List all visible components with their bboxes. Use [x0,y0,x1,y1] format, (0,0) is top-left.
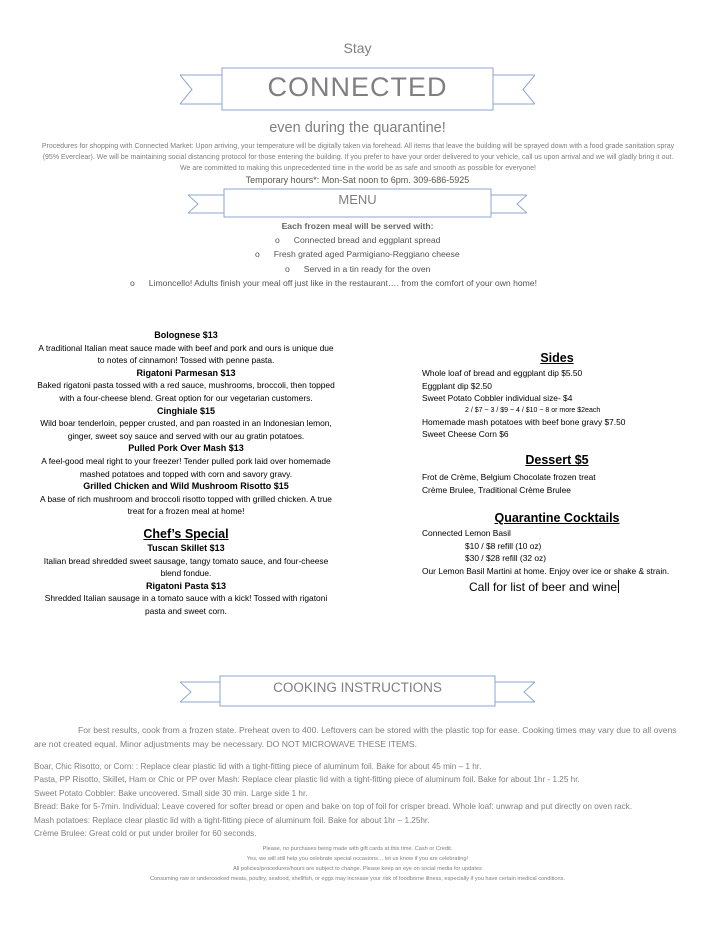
chefs-special-heading: Chef’s Special [143,526,229,541]
footer-line: Please, no purchases being made with gift cards at this time. Cash or Credit. [262,846,453,852]
dessert-heading: Dessert $5 [525,452,589,467]
menu-item-name: Rigatoni Parmesan $13 [136,367,236,378]
served-item-text: Fresh grated aged Parmigiano-Reggiano cheese [273,249,460,259]
cooking-line: Bread: Bake for 5-7min. Individual: Leave covered for softer bread or open and bake on top of foil for crisper bread. Whole loaf: unwrap and put directly on oven rack. [34,802,633,812]
footer-line: Consuming raw or undercooked meats, poultry, seafood, shellfish, or eggs may increase your risk of foodborne illness, especially if you have certain medical conditions. [150,876,565,882]
footer [0,844,715,884]
sides-line: Whole loaf of bread and eggplant dip $5.50 [422,368,583,378]
menu-item-name: Rigatoni Pasta $13 [145,580,227,591]
menu-item-desc: Shredded Italian sausage in a tomato sauce with a kick! Tossed with rigatoni pasta and sweet corn. [44,593,328,616]
sides-line: Homemade mash potatoes with beef bone gravy $7.50 [422,416,626,427]
menu-item-desc: Baked rigatoni pasta tossed with a red sauce, mushrooms, broccoli, then topped with a four-cheese blend. Great option for our vegetarian customers. [37,380,335,403]
menu-item [36,580,336,618]
cobbler-pricing: 2 / $7 ~ 3 / $9 ~ 4 / $10 ~ 8 or more $2each [465,406,601,414]
served-item-text: Connected bread and eggplant spread [293,235,441,245]
stay-text: Stay [343,40,372,56]
cooking-title: COOKING INSTRUCTIONS [273,680,442,695]
menu-item-desc: A traditional Italian meat sauce made with beef and pork and ours is unique due to notes of cinnamon! Tossed with penne pasta. [38,342,334,366]
hours-text: Temporary hours*: Mon-Sat noon to 6pm. 309-686-5925 [245,175,470,185]
entrees-column [36,329,336,617]
served-with-heading: Each frozen meal will be served with: [281,221,434,231]
served-item [255,249,460,259]
bullet-marker: o [255,249,260,259]
menu-item-name: Pulled Pork Over Mash $13 [128,443,244,454]
menu-item [36,405,336,443]
cooking-line: Crème Brulee: Great cold or put under broiler for 60 seconds. [34,829,257,839]
menu-item-desc: A feel-good meal right to your freezer! Tender pulled pork laid over homemade mashed potatoes and topped with corn and savory gravy. [41,455,331,479]
text-cursor [618,580,619,593]
served-item [275,235,440,245]
cooking-banner [180,675,535,707]
sides-column [422,350,692,595]
sides-line: Eggplant dip $2.50 [422,380,492,391]
procedures-text: Procedures for shopping with Connected Market: Upon arriving, your temperature will be digitally taken via forehead. All items that leave the building will be sprayed down with a food grade sanitation spray (95% Everclear). We will be maintaining social distancing protocol for those entering the building. If you prefer to have your order delivered to your vehicle, call us upon arrival and we will gladly bring it out. We are committed to making this unprecedented time in the world be as safe and smooth as possible for everyone! [41,143,675,172]
menu-item-desc: A base of rich mushroom and broccoli risotto topped with grilled chicken. A true treat for a frozen meal at home! [40,493,332,517]
sides-line: Sweet Potato Cobbler individual size- $4 [422,393,573,404]
bullet-marker: o [285,264,290,274]
footer-line: All policies/procedures/hours are subject to change. Please keep an eye on social media for updates [233,866,482,872]
menu-item-name: Bolognese $13 [154,330,218,340]
connected-banner [180,66,535,112]
menu-item-desc: Italian bread shredded sweet sausage, tangy tomato sauce, and four-cheese blend fondue. [43,555,329,579]
menu-item [36,329,336,367]
beer-wine-line [422,579,692,595]
menu-item-name: Tuscan Skillet $13 [147,542,225,553]
served-item [285,264,430,274]
cocktail-note: Our Lemon Basil Martini at home. Enjoy over ice or shake & strain. [422,565,670,576]
menu-item [36,442,336,480]
cooking-line: Mash potatoes: Replace clear plastic lid with a tight-fitting piece of aluminum foil. Bake for about 1hr – 1.25hr. [34,815,430,825]
tagline: even during the quarantine! [269,120,446,136]
sides-heading: Sides [540,351,574,365]
cocktail-name: Connected Lemon Basil [422,528,511,539]
menu-item [36,542,336,580]
cooking-intro: For best results, cook from a frozen state. Preheat oven to 400. Leftovers can be stored with the plastic top for ease. Cooking times may vary due to all ovens are not created equal. Minor adjustments may be necessary. DO NOT MICROWAVE THESE ITEMS. [34,725,677,749]
menu-item-name: Cinghiale $15 [156,405,216,416]
menu-item-name: Grilled Chicken and Wild Mushroom Risotto $15 [83,481,289,492]
bullet-marker: o [130,278,135,288]
menu-item-desc: Wild boar tenderloin, pepper crusted, and pan roasted in an Indonesian lemon, ginger, sweet soy sauce and served with our au gratin potatoes. [40,418,332,441]
menu-item [36,367,336,405]
menu-title: MENU [338,192,377,207]
menu-banner [188,188,527,218]
served-item-text: Limoncello! Adults finish your meal off just like in the restaurant…. from the comfort of your own home! [148,278,537,288]
cocktail-price: $30 / $28 refill (32 oz) [465,553,547,564]
menu-item [36,480,336,518]
dessert-line: Frot de Crème, Belgium Chocolate frozen treat [422,471,596,482]
cooking-list [34,760,699,840]
cooking-line: Boar, Chic Risotto, or Corn: : Replace clear plastic lid with a tight-fitting piece of aluminum foil. Bake for about 45 min – 1 hr. [34,762,482,771]
served-item-text: Served in a tin ready for the oven [303,264,431,274]
connected-title: CONNECTED [267,72,448,102]
bullet-marker: o [275,235,280,245]
cocktails-heading: Quarantine Cocktails [494,511,620,526]
sides-line: Sweet Cheese Corn $6 [422,429,509,440]
served-item [130,278,537,288]
footer-line: Yes, we will still help you celebrate special occasions… let us know if you are celebrating! [246,856,469,862]
cooking-line: Pasta, PP Risotto, Skillet, Ham or Chic or PP over Mash: Replace clear plastic lid with a tight-fitting piece of aluminum foil. Bake for about 1hr - 1.25 hr. [34,775,580,785]
cooking-line: Sweet Potato Cobbler: Bake uncovered. Small side 30 min. Large side 1 hr. [34,788,308,798]
beer-wine-text: Call for list of beer and wine [469,579,618,594]
dessert-line: Crème Brulee, Traditional Crème Brulee [422,484,571,495]
cocktail-price: $10 / $8 refill (10 oz) [465,540,542,551]
